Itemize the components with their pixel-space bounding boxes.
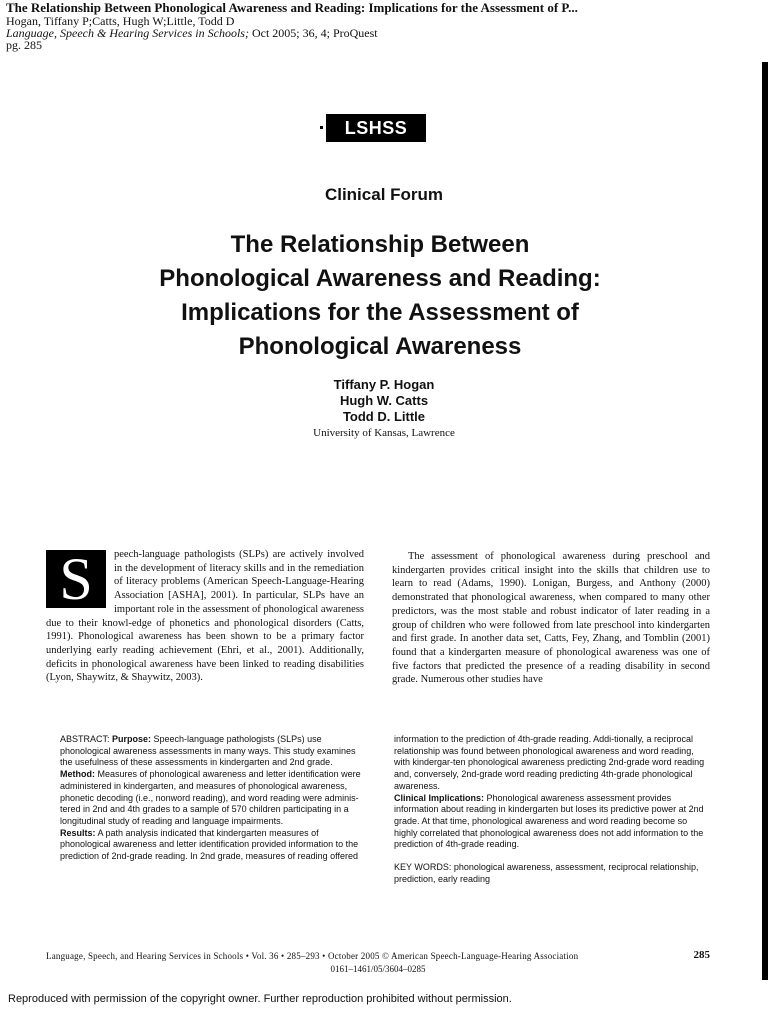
results-label: Results:: [60, 827, 96, 838]
header-authors: Hogan, Tiffany P;Catts, Hugh W;Little, Todd D: [6, 14, 235, 28]
purpose-label: Purpose:: [112, 734, 152, 744]
abstract-prefix: ABSTRACT:: [60, 734, 113, 744]
clinical-text: Phonological awareness assessment provides information about reading in kindergarten but loses its predictive power at 2nd grade. At that time, phonological awareness and word reading become so highly correlated that phonological awareness does not add information to the prediction of 4th-grade reading.: [394, 792, 704, 850]
purpose-text: Speech-language pathologists (SLPs) use phonological awareness assessments in many ways. This study examines the usefulness of these assessments in kindergarten and 2nd grade.: [60, 734, 356, 768]
document-header: [6, 0, 762, 51]
abstract-left: [60, 734, 366, 863]
logo-dot: [320, 126, 323, 129]
affiliation: University of Kansas, Lawrence: [313, 427, 455, 439]
page-number: 285: [693, 949, 710, 961]
abstract-method: [60, 769, 366, 828]
abstract-right: [394, 734, 706, 885]
results-text: A path analysis indicated that kindergarten measures of phonological awareness and letter identification provided information to the prediction of 2nd-grade reading. In 2nd grade, measures of reading offered: [60, 827, 359, 862]
abstract-results: [60, 828, 366, 863]
author-name: Tiffany P. Hogan: [333, 377, 435, 392]
method-label: Method:: [60, 769, 95, 780]
body-column-right: [392, 550, 710, 687]
header-citation: [6, 27, 762, 39]
abstract-clinical: [394, 793, 706, 852]
header-page: pg. 285: [6, 38, 42, 52]
results-continued: information to the prediction of 4th-grade reading. Addi-tionally, a reciprocal relationship was found between phonological awareness and word reading, with kindergar-ten phonological awareness predicting 2nd-grade word reading and, conversely, 2nd-grade word reading predicting 4th-grade phonological awareness.: [394, 734, 705, 791]
title-line: Phonological Awareness: [238, 333, 522, 360]
abstract-purpose: [60, 734, 366, 769]
section-heading: Clinical Forum: [324, 185, 444, 204]
title-line: Implications for the Assessment of: [181, 299, 579, 326]
article-title: [120, 228, 640, 364]
reproduction-notice: Reproduced with permission of the copyright owner. Further reproduction prohibited without permission.: [8, 993, 512, 1005]
body-paragraph: peech-language pathologists (SLPs) are actively involved in the development of literacy skills and in the remediation of literacy problems (American Speech-Language-Hearing Association [ASHA], 2001). In particular, SLPs have an important role in the assessment of phonological awareness due to their knowl-edge of phonetics and phonological disorders (Catts, 1991). Phonological awareness has been shown to be a primary factor underlying early reading achievement (Ehri, et al., 2001). Additionally, deficits in phonological awareness have been linked to reading disabilities (Lyon, Shaywitz, & Shaywitz, 2003).: [46, 549, 364, 684]
spacer: [394, 851, 706, 862]
footer-journal-line: Language, Speech, and Hearing Services in Schools • Vol. 36 • 285–293 • October 2005 © American Speech-Language-Hearing Association: [46, 951, 579, 961]
header-citation-rest: Oct 2005; 36, 4; ProQuest: [248, 26, 378, 40]
title-line: The Relationship Between: [230, 231, 530, 258]
author-list: [0, 377, 768, 425]
keywords: KEY WORDS: phonological awareness, assessment, reciprocal relationship, prediction, early reading: [394, 862, 699, 884]
body-paragraph: The assessment of phonological awareness during preschool and kindergarten provides critical insight into the skills that children use to learn to read (Adams, 1990). Lonigan, Burgess, and Anthony (2000) demonstrated that phonological awareness, when compared to many other predictors, was the most stable and robust indicator of later reading in a group of children who were followed from late preschool into kindergarten and first grade. In another data set, Catts, Fey, Zhang, and Tomblin (2001) found that a kindergarten measure of phonological awareness was one of five factors that predicted the presence of a reading disability in second grade. Numerous other studies have: [392, 551, 710, 686]
body-column-left: [46, 548, 364, 685]
journal-logo: LSHSS: [326, 114, 426, 142]
drop-cap: S: [46, 550, 106, 608]
method-text: Measures of phonological awareness and letter identification were administered in kindergarten, and measures of phonological awareness, phonetic decoding (i.e., nonword reading), and word reading were adminis-tered in 2nd and 4th grades to a sample of 570 children participating in a longitudinal study of reading and language impairments.: [60, 769, 361, 826]
footer-issn: 0161–1461/05/3604–0285: [330, 964, 426, 974]
clinical-label: Clinical Implications:: [394, 792, 485, 803]
header-journal: Language, Speech & Hearing Services in Schools;: [6, 26, 249, 40]
header-title: The Relationship Between Phonological Awareness and Reading: Implications for the Assessment of P...: [6, 0, 578, 15]
title-line: Phonological Awareness and Reading:: [159, 265, 601, 292]
author-name: Todd D. Little: [342, 409, 426, 424]
author-name: Hugh W. Catts: [339, 393, 429, 408]
